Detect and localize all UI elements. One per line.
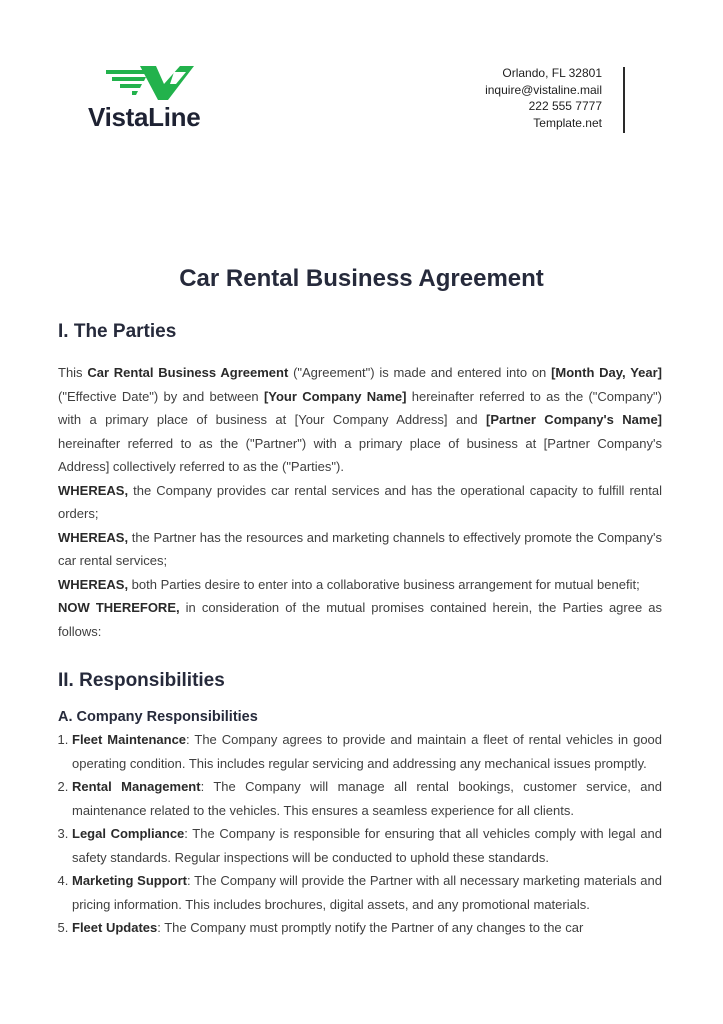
intro-bold-agreement: Car Rental Business Agreement — [87, 365, 289, 380]
recital-text: both Parties desire to enter into a collaborative business arrangement for mutual benefit; — [128, 576, 640, 592]
contact-address: Orlando, FL 32801 — [502, 66, 602, 80]
list-item — [72, 822, 662, 869]
section-heading-responsibilities: II. Responsibilities — [58, 670, 225, 691]
list-item-title: Marketing Support — [72, 873, 187, 888]
list-item-text: : The Company agrees to provide and maintain a fleet of rental vehicles in good operating condition. This includes regular servicing and addressing any mechanical issues promptly. — [72, 732, 663, 771]
intro-text-3: ("Effective Date") by and between — [58, 388, 264, 404]
recital-paragraph — [58, 573, 662, 597]
company-responsibilities-list — [58, 728, 662, 940]
contact-divider — [623, 67, 625, 133]
brand-logo — [88, 66, 218, 134]
list-item-title: Fleet Maintenance — [72, 732, 187, 747]
recital-lead: WHEREAS, — [58, 482, 129, 498]
intro-bold-partner: [Partner Company's Name] — [486, 412, 662, 427]
intro-text-4: hereinafter referred to as the ("Company") with a primary place of business at [Your Company Address] and — [58, 388, 662, 427]
list-item-text: : The Company will provide the Partner with all necessary marketing materials and pricing information. This includes brochures, digital assets, and any promotional materials. — [72, 873, 662, 912]
recital-text: in consideration of the mutual promises contained herein, the Parties agree as follows: — [58, 600, 662, 639]
list-item-text: : The Company will manage all rental bookings, customer service, and maintenance related to the vehicles. This ensures a seamless experience for all clients. — [72, 779, 662, 818]
intro-text-1: This — [58, 365, 88, 380]
document-body — [58, 318, 662, 940]
recital-text: the Company provides car rental services and has the operational capacity to fulfill rental orders; — [58, 482, 662, 521]
contact-block — [485, 65, 602, 131]
recital-lead: WHEREAS, — [58, 576, 129, 592]
contact-email: inquire@vistaline.mail — [485, 82, 602, 97]
recital-lead: WHEREAS, — [58, 529, 129, 545]
list-item — [72, 775, 662, 822]
intro-text-2: ("Agreement") is made and entered into on — [288, 365, 552, 380]
document-title: Car Rental Business Agreement — [179, 265, 544, 292]
list-item-title: Fleet Updates — [72, 920, 158, 935]
recital-paragraph — [58, 479, 662, 526]
recital-text: the Partner has the resources and marketing channels to effectively promote the Company's car rental services; — [58, 529, 662, 568]
list-item-text: : The Company must promptly notify the Partner of any changes to the car — [157, 920, 584, 935]
brand-name: VistaLine — [88, 102, 201, 132]
list-item-text: : The Company is responsible for ensuring that all vehicles comply with legal and safety standards. Regular inspections will be conducted to uphold these standards. — [72, 826, 663, 865]
recital-lead: NOW THEREFORE, — [58, 600, 180, 615]
list-item-title: Rental Management — [72, 779, 201, 794]
contact-phone: 222 555 7777 — [528, 99, 602, 113]
intro-bold-company: [Your Company Name] — [263, 388, 407, 404]
section-heading-parties: I. The Parties — [58, 321, 177, 342]
list-item-title: Legal Compliance — [72, 826, 185, 841]
subheading-company-responsibilities: A. Company Responsibilities — [58, 709, 258, 725]
list-item — [72, 728, 662, 775]
contact-website: Template.net — [533, 115, 602, 130]
parties-intro-paragraph — [58, 361, 662, 479]
speed-v-logo-icon — [106, 66, 194, 100]
list-item — [72, 916, 662, 940]
intro-text-5: hereinafter referred to as the ("Partner") with a primary place of business at [Partner Company's Address] collectively referred to as the ("Parties"). — [58, 435, 662, 474]
intro-bold-date: [Month Day, Year] — [551, 365, 662, 380]
recital-paragraph — [58, 596, 662, 643]
list-item — [72, 869, 662, 916]
recital-paragraph — [58, 526, 662, 573]
